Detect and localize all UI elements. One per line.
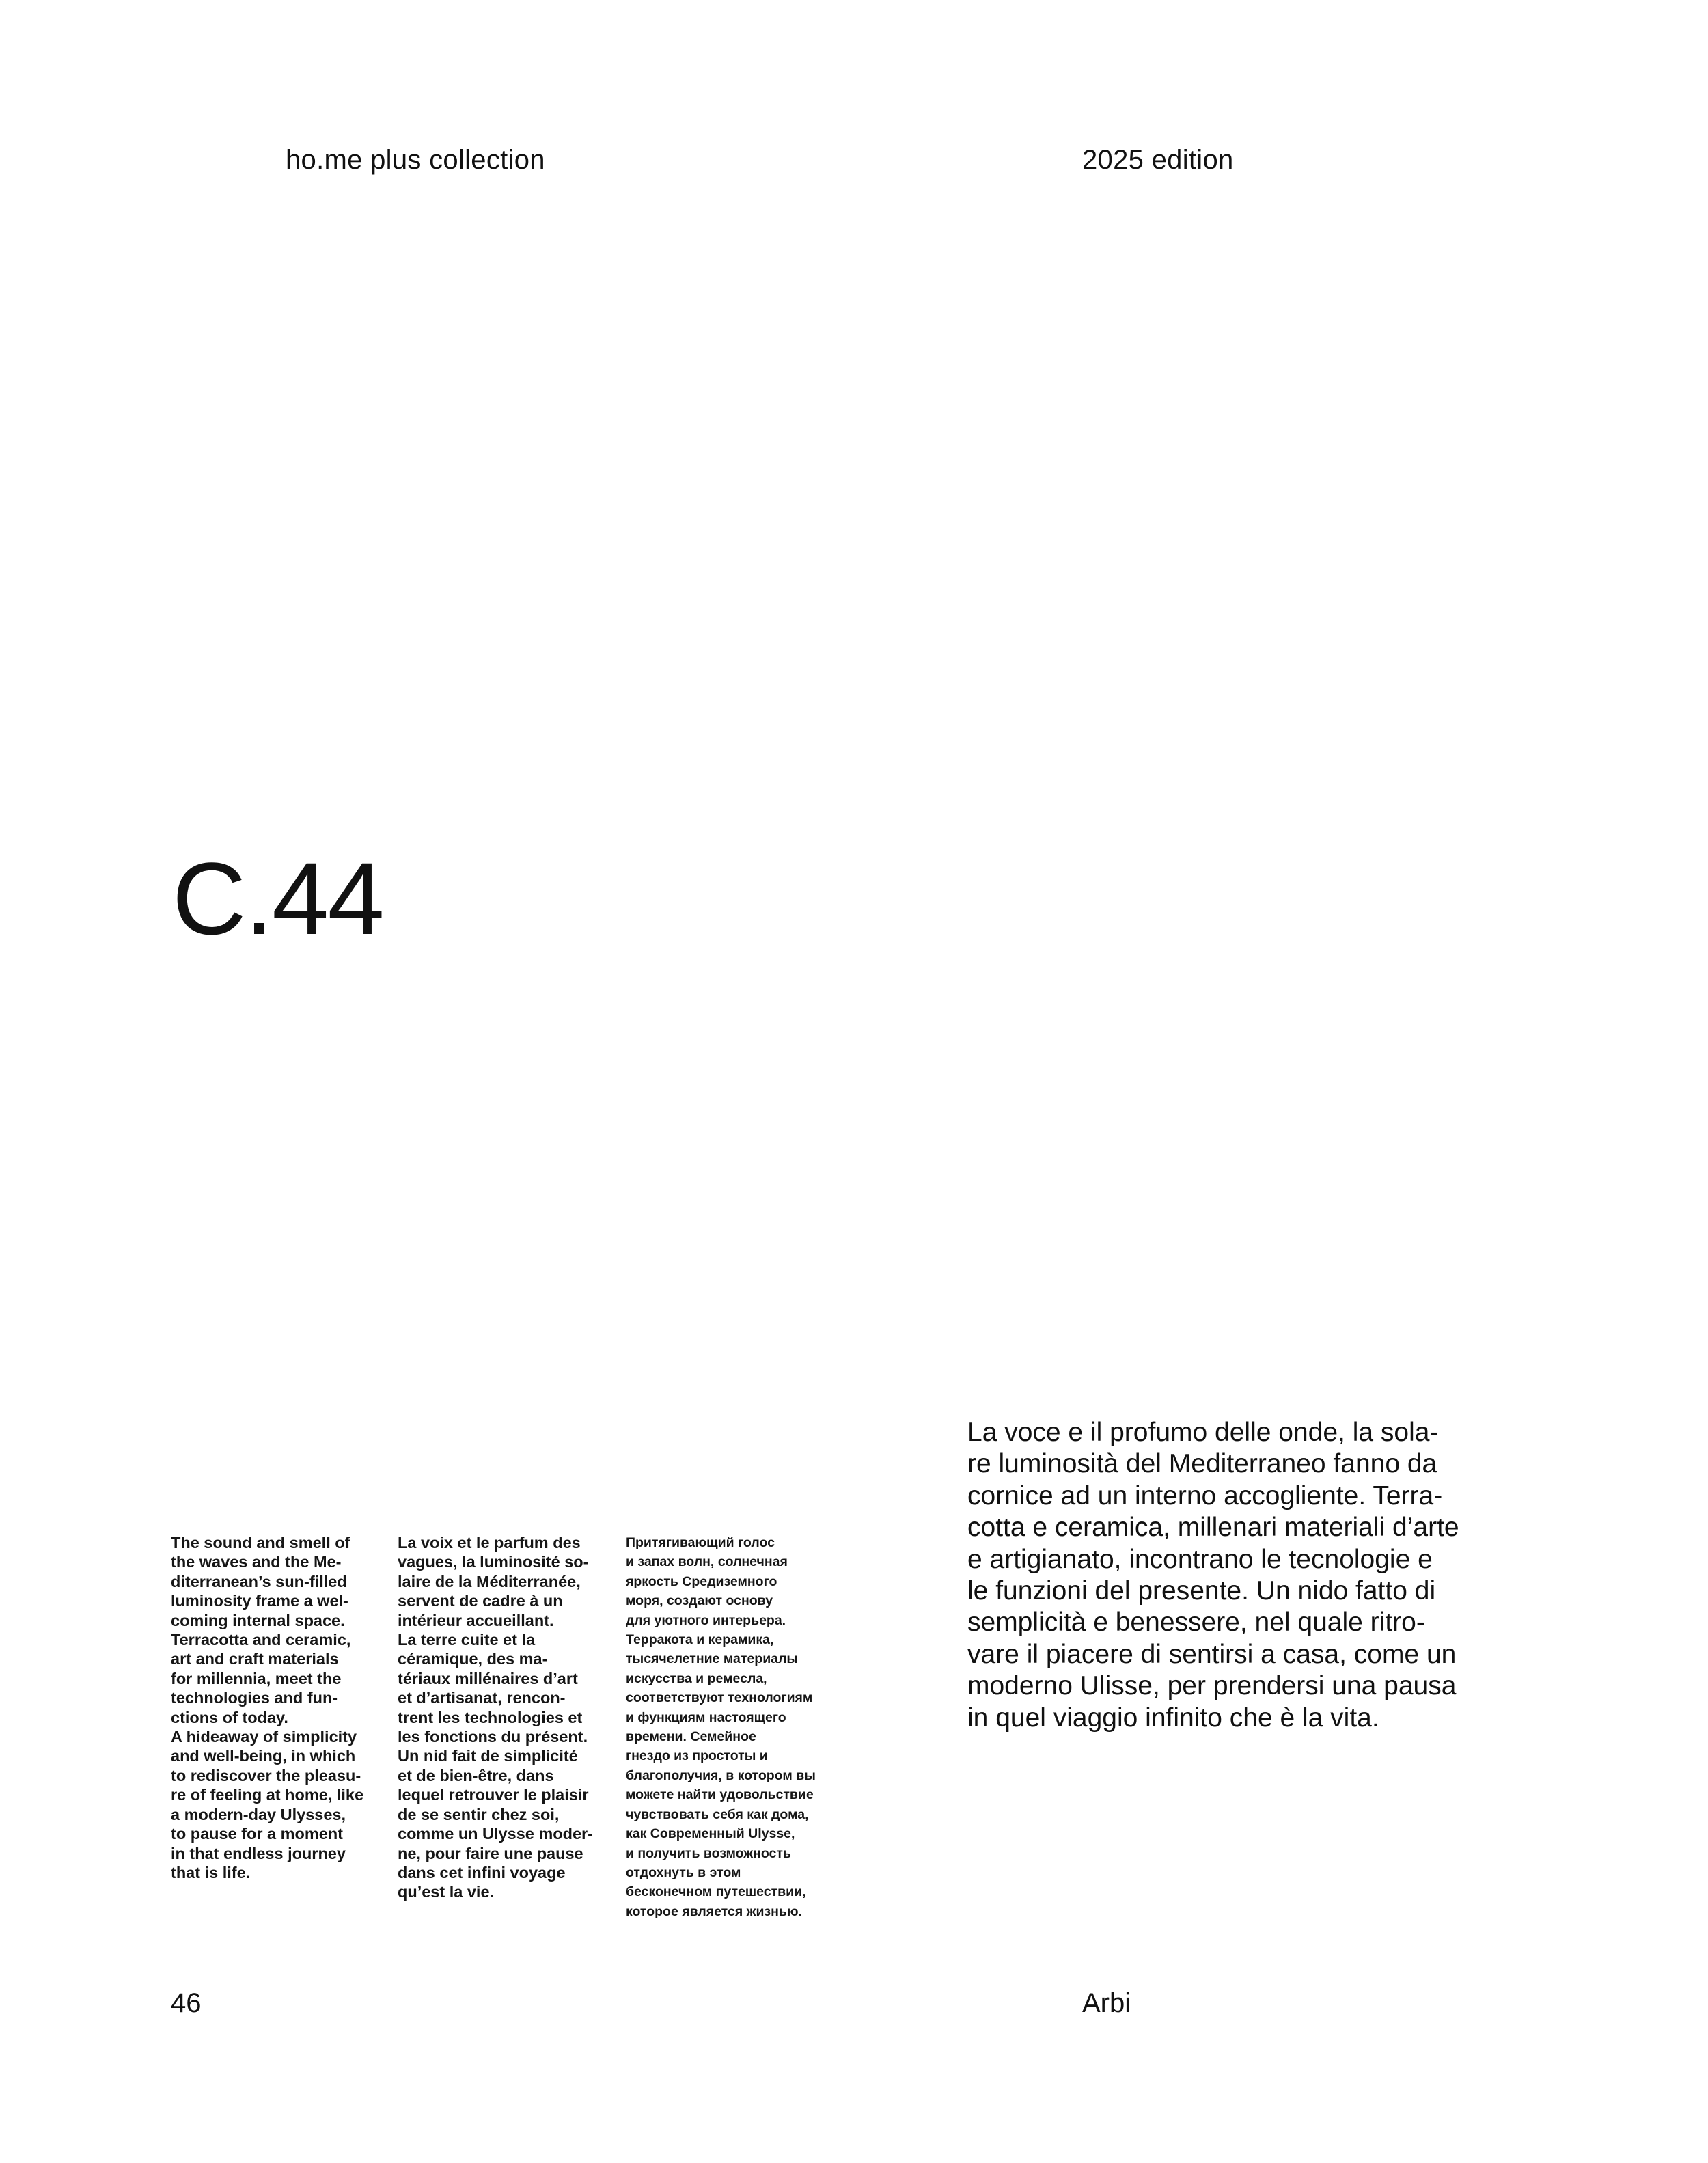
description-english: The sound and smell of the waves and the Me- diterranean’s sun-filled luminosity frame a wel- coming internal space. Terracotta and ceramic, art and craft materials for millennia, meet the technologies and fun- ctions of today. A hideaway of simplicity and well-being, in which to rediscover the pleasu- re of feeling at home, like a modern-day Ulysses, to pause for a moment in that endless journey that is life. (171, 1534, 364, 1882)
product-code-heading: C.44 (172, 841, 383, 956)
edition-label: 2025 edition (1082, 145, 1234, 175)
description-russian: Притягивающий голос и запах волн, солнечная яркость Средиземного моря, создают основу для уютного интерьера. Терракота и керамика, тысячелетние материалы искусства и ремесла, соответствуют технологиям и функциям настоящего времени. Семейное гнездо из простоты и благополучия, в котором вы можете найти удовольствие чувствовать себя как дома, как Современный Ulysse, и получить возможность отдохнуть в этом бесконечном путешествии, которое является жизнью. (626, 1535, 816, 1919)
description-french: La voix et le parfum des vagues, la luminosité so- laire de la Méditerranée, servent de cadre à un intérieur accueillant. La terre cuite et la céramique, des ma- tériaux millénaires d’art et d’artisanat, rencon- trent les technologies et les fonctions du présent. Un nid fait de simplicité et de bien-être, dans lequel retrouver le plaisir de se sentir chez soi, comme un Ulysse moder- ne, pour faire une pause dans cet infini voyage qu’est la vie. (398, 1534, 594, 1901)
description-italian: La voce e il profumo delle onde, la sola- re luminosità del Mediterraneo fanno da cornice ad un interno accogliente. Terra- cotta e ceramica, millenari materiali d’arte e artigianato, incontrano le tecnologie e le funzioni del presente. Un nido fatto di semplicità e benessere, nel quale ritro- vare il piacere di sentirsi a casa, come un moderno Ulisse, per prendersi una pausa in quel viaggio infinito che è la vita. (967, 1418, 1459, 1733)
collection-title: ho.me plus collection (286, 145, 545, 175)
brand-name: Arbi (1082, 1988, 1131, 2018)
page-number: 46 (171, 1988, 202, 2018)
